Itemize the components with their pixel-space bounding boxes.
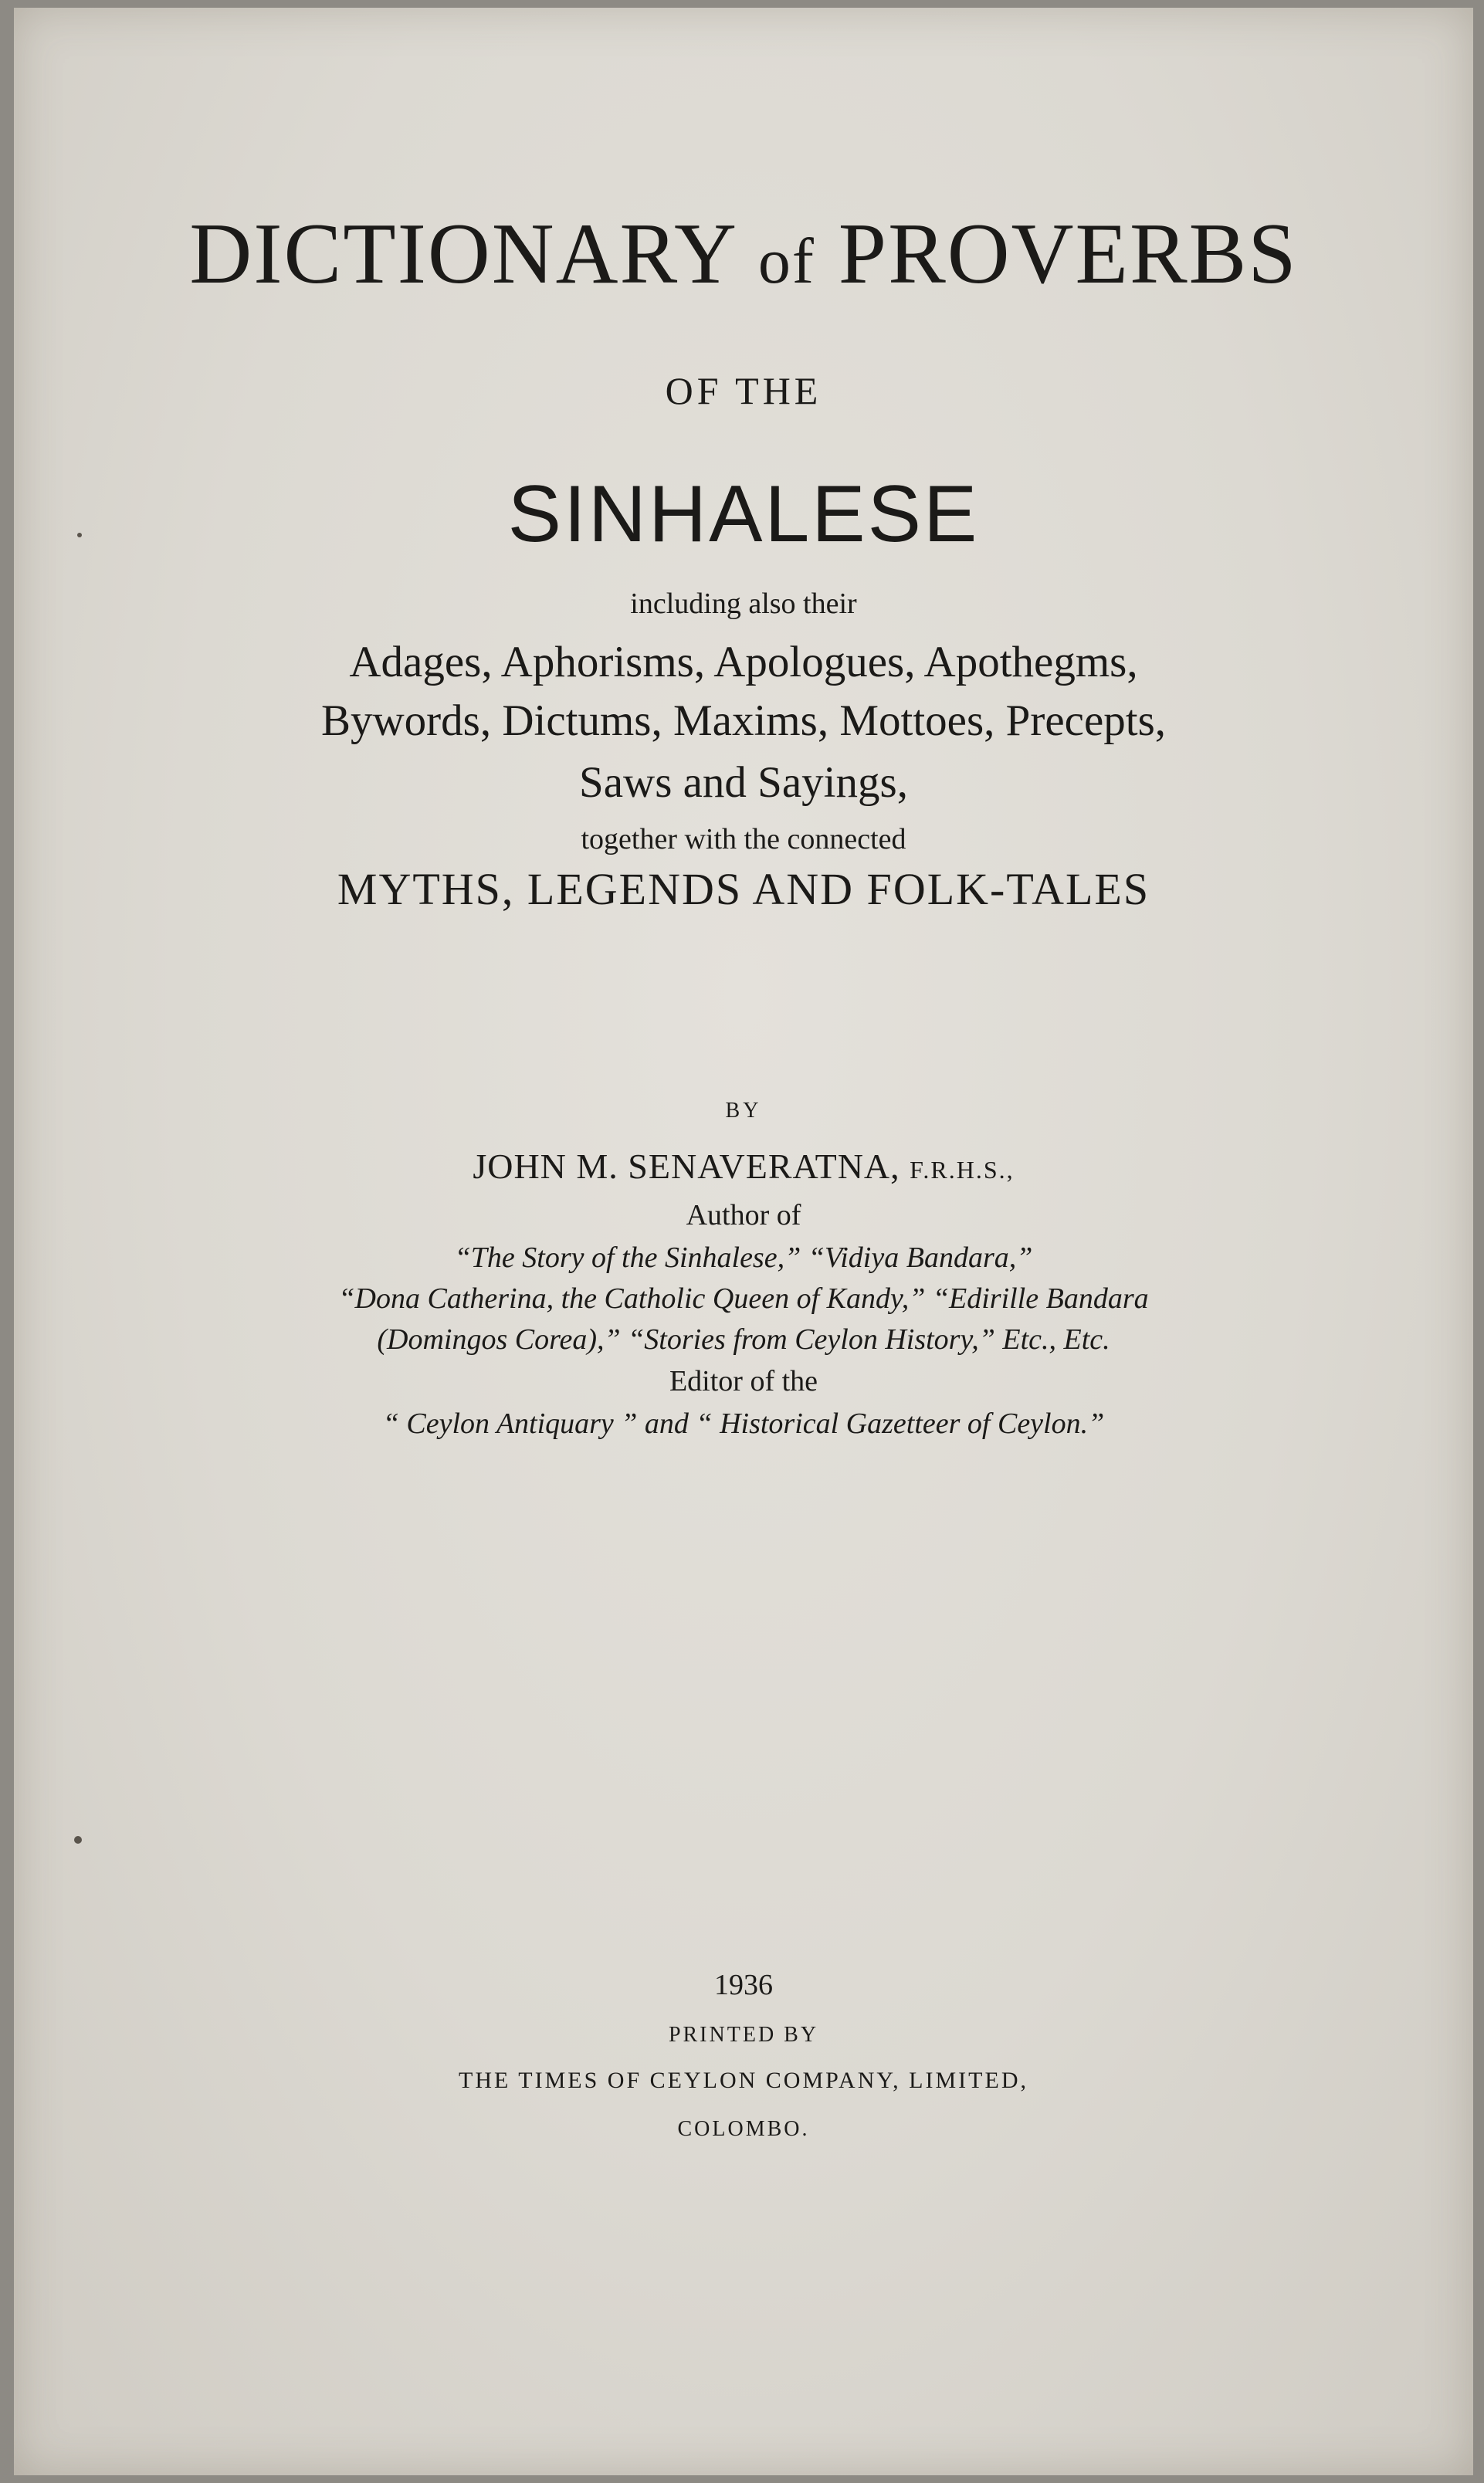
works-line-1: “The Story of the Sinhalese,” “Vidiya Bandara,” [454, 1242, 1033, 1274]
book-title [14, 205, 1473, 304]
title-word-proverbs: PROVERBS [838, 206, 1298, 302]
genre-list-line-3: Saws and Sayings, [579, 758, 908, 807]
title-page [14, 8, 1473, 2475]
editor-of-line: Editor of the [669, 1365, 818, 1397]
author-line [14, 1146, 1473, 1187]
genre-list-line-1: Adages, Aphorisms, Apologues, Apothegms, [349, 638, 1138, 686]
including-line: including also their [630, 588, 857, 620]
myths-heading: MYTHS, LEGENDS AND FOLK-TALES [337, 864, 1150, 914]
publication-year: 1936 [714, 1969, 773, 2001]
works-line-2: “Dona Catherina, the Catholic Queen of Kandy,” “Edirille Bandara [338, 1282, 1149, 1315]
printed-by-line: PRINTED BY [668, 2023, 819, 2047]
title-word-dictionary: DICTIONARY [189, 206, 735, 302]
title-word-of: of [757, 225, 815, 297]
genre-list-line-2: Bywords, Dictums, Maxims, Mottoes, Precepts, [320, 696, 1167, 745]
author-of-line: Author of [686, 1199, 801, 1231]
printer-city: COLOMBO. [677, 2117, 810, 2141]
works-line-4: “ Ceylon Antiquary ” and “ Historical Gazetteer of Ceylon.” [382, 1407, 1105, 1440]
of-the-line: OF THE [665, 369, 822, 412]
by-line: BY [725, 1099, 762, 1123]
works-line-3: (Domingos Corea),” “Stories from Ceylon History,” Etc., Etc. [377, 1323, 1110, 1356]
author-honor: F.R.H.S., [910, 1156, 1015, 1184]
subject-heading: SINHALESE [507, 469, 980, 559]
author-name: JOHN M. SENAVERATNA, [473, 1147, 900, 1186]
paper-speck [74, 1836, 82, 1844]
printer-name: THE TIMES OF CEYLON COMPANY, LIMITED, [459, 2068, 1028, 2093]
paper-speck [77, 533, 82, 537]
together-line: together with the connected [581, 823, 906, 855]
